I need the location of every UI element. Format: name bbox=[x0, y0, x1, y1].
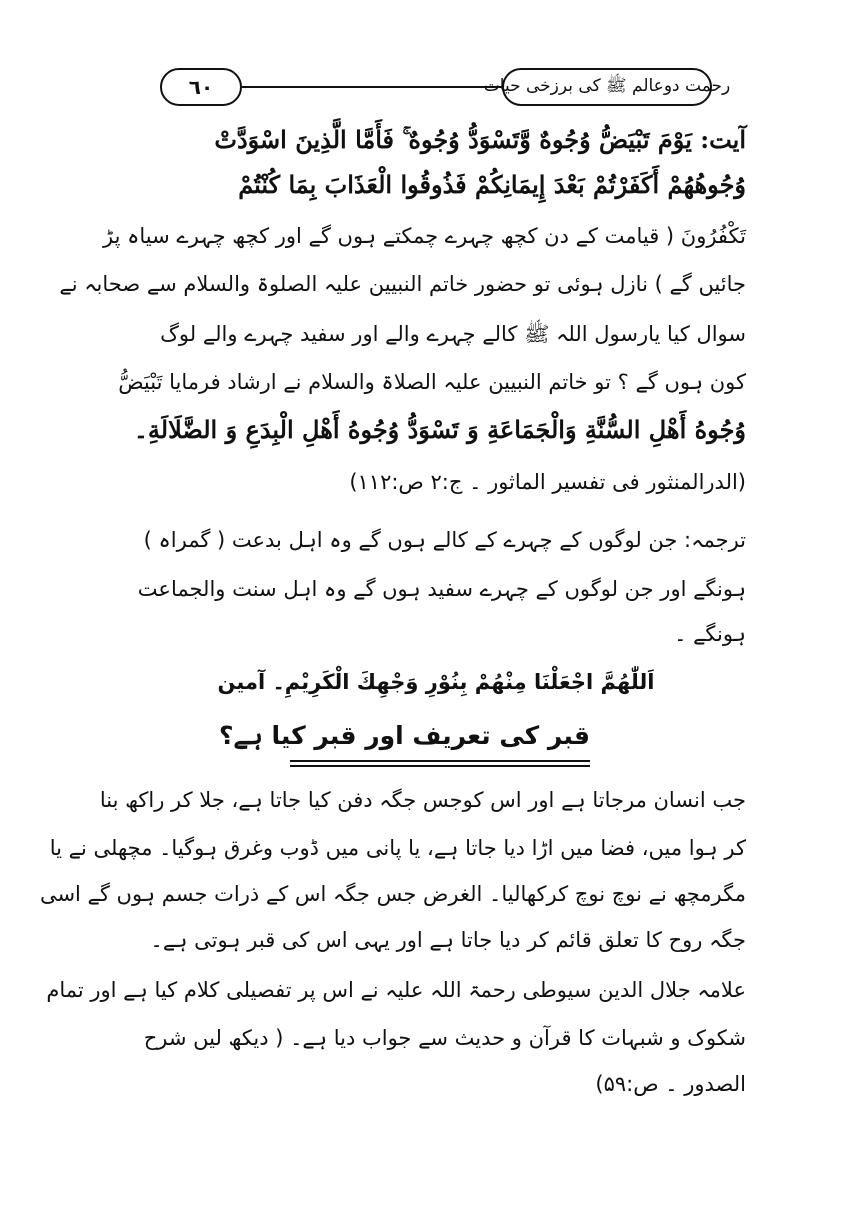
verse-line: وُجُوهُهُمْ أَكَفَرْتُمْ بَعْدَ إِيمَانِكُمْ فَذُوقُوا الْعَذَابَ بِمَا كُنْتُمْ bbox=[238, 170, 746, 199]
header-rule bbox=[242, 86, 502, 88]
verse-line: کون ہوں گے ؟ تو خاتم النبیین علیہ الصلاۃ والسلام نے ارشاد فرمایا تَبْيَضُّ bbox=[118, 370, 746, 394]
paragraph-line: جب انسان مرجاتا ہے اور اس کوجس جگہ دفن کیا جاتا ہے، جلا کر راکھ بنا bbox=[99, 788, 746, 812]
translation-line: ہونگے ۔ bbox=[674, 622, 746, 646]
heading-underline bbox=[290, 765, 590, 767]
translation-line: ہونگے اور جن لوگوں کے چہرے سفید ہوں گے وہ اہل سنت والجماعت bbox=[137, 577, 746, 601]
page-number: ٦٠ bbox=[160, 68, 242, 106]
section-heading: قبر کی تعریف اور قبر کیا ہے؟ bbox=[219, 721, 590, 750]
paragraph-line: شکوک و شبہات کا قرآن و حدیث سے جواب دیا ہے۔ ( دیکھ لیں شرح bbox=[143, 1026, 746, 1050]
verse-line: آیت: يَوْمَ تَبْيَضُّ وُجُوهٌ وَّتَسْوَدُّ وُجُوهٌ ۚ فَأَمَّا الَّذِينَ اسْوَدَّتْ bbox=[214, 125, 746, 154]
citation-line: (الدرالمنثور فی تفسیر الماثور ۔ ج:۲ ص:۱۱۲) bbox=[349, 470, 746, 494]
verse-line: وُجُوهُ أَهْلِ السُّنَّةِ وَالْجَمَاعَةِ وَ تَسْوَدُّ وُجُوهُ أَهْلِ الْبِدَعِ وَ الضَّلَالَةِ۔ bbox=[133, 415, 746, 444]
paragraph-line: الصدور ۔ ص:۵۹) bbox=[595, 1072, 746, 1096]
book-title: رحمت دوعالم ﷺ کی برزخی حیات bbox=[502, 68, 712, 106]
paragraph-line: جگہ روح کا تعلق قائم کر دیا جاتا ہے اور یہی اس کی قبر ہوتی ہے۔ bbox=[150, 928, 746, 952]
translation-line: ترجمہ: جن لوگوں کے چہرے کے کالے ہوں گے وہ اہل بدعت ( گمراہ ) bbox=[143, 528, 746, 552]
verse-line: تَكْفُرُونَ ( قیامت کے دن کچھ چہرے چمکتے ہوں گے اور کچھ چہرے سیاہ پڑ bbox=[102, 224, 746, 248]
paragraph-line: کر ہوا میں، فضا میں اڑا دیا جاتا ہے، یا پانی میں ڈوب وغرق ہوگیا۔ مچھلی نے یا bbox=[49, 836, 746, 860]
prayer-line: اَللّٰهُمَّ اجْعَلْنَا مِنْهُمْ بِنُوْرِ وَجْهِكَ الْكَرِيْمِ۔ آمین bbox=[217, 670, 655, 694]
verse-line: جائیں گے ) نازل ہوئی تو حضور خاتم النبیین علیہ الصلوۃ والسلام سے صحابہ نے bbox=[59, 272, 746, 296]
heading-underline bbox=[290, 760, 590, 762]
verse-line: سوال کیا یارسول اللہ ﷺ کالے چہرے والے اور سفید چہرے والے لوگ bbox=[160, 322, 746, 346]
paragraph-line: علامہ جلال الدین سیوطی رحمۃ اللہ علیہ نے اس پر تفصیلی کلام کیا ہے اور تمام bbox=[46, 978, 746, 1002]
page-header bbox=[160, 68, 731, 108]
paragraph-line: مگرمچھ نے نوچ نوچ کرکھالیا۔ الغرض جس جگہ اس کے ذرات جسم ہوں گے اسی bbox=[39, 882, 746, 906]
